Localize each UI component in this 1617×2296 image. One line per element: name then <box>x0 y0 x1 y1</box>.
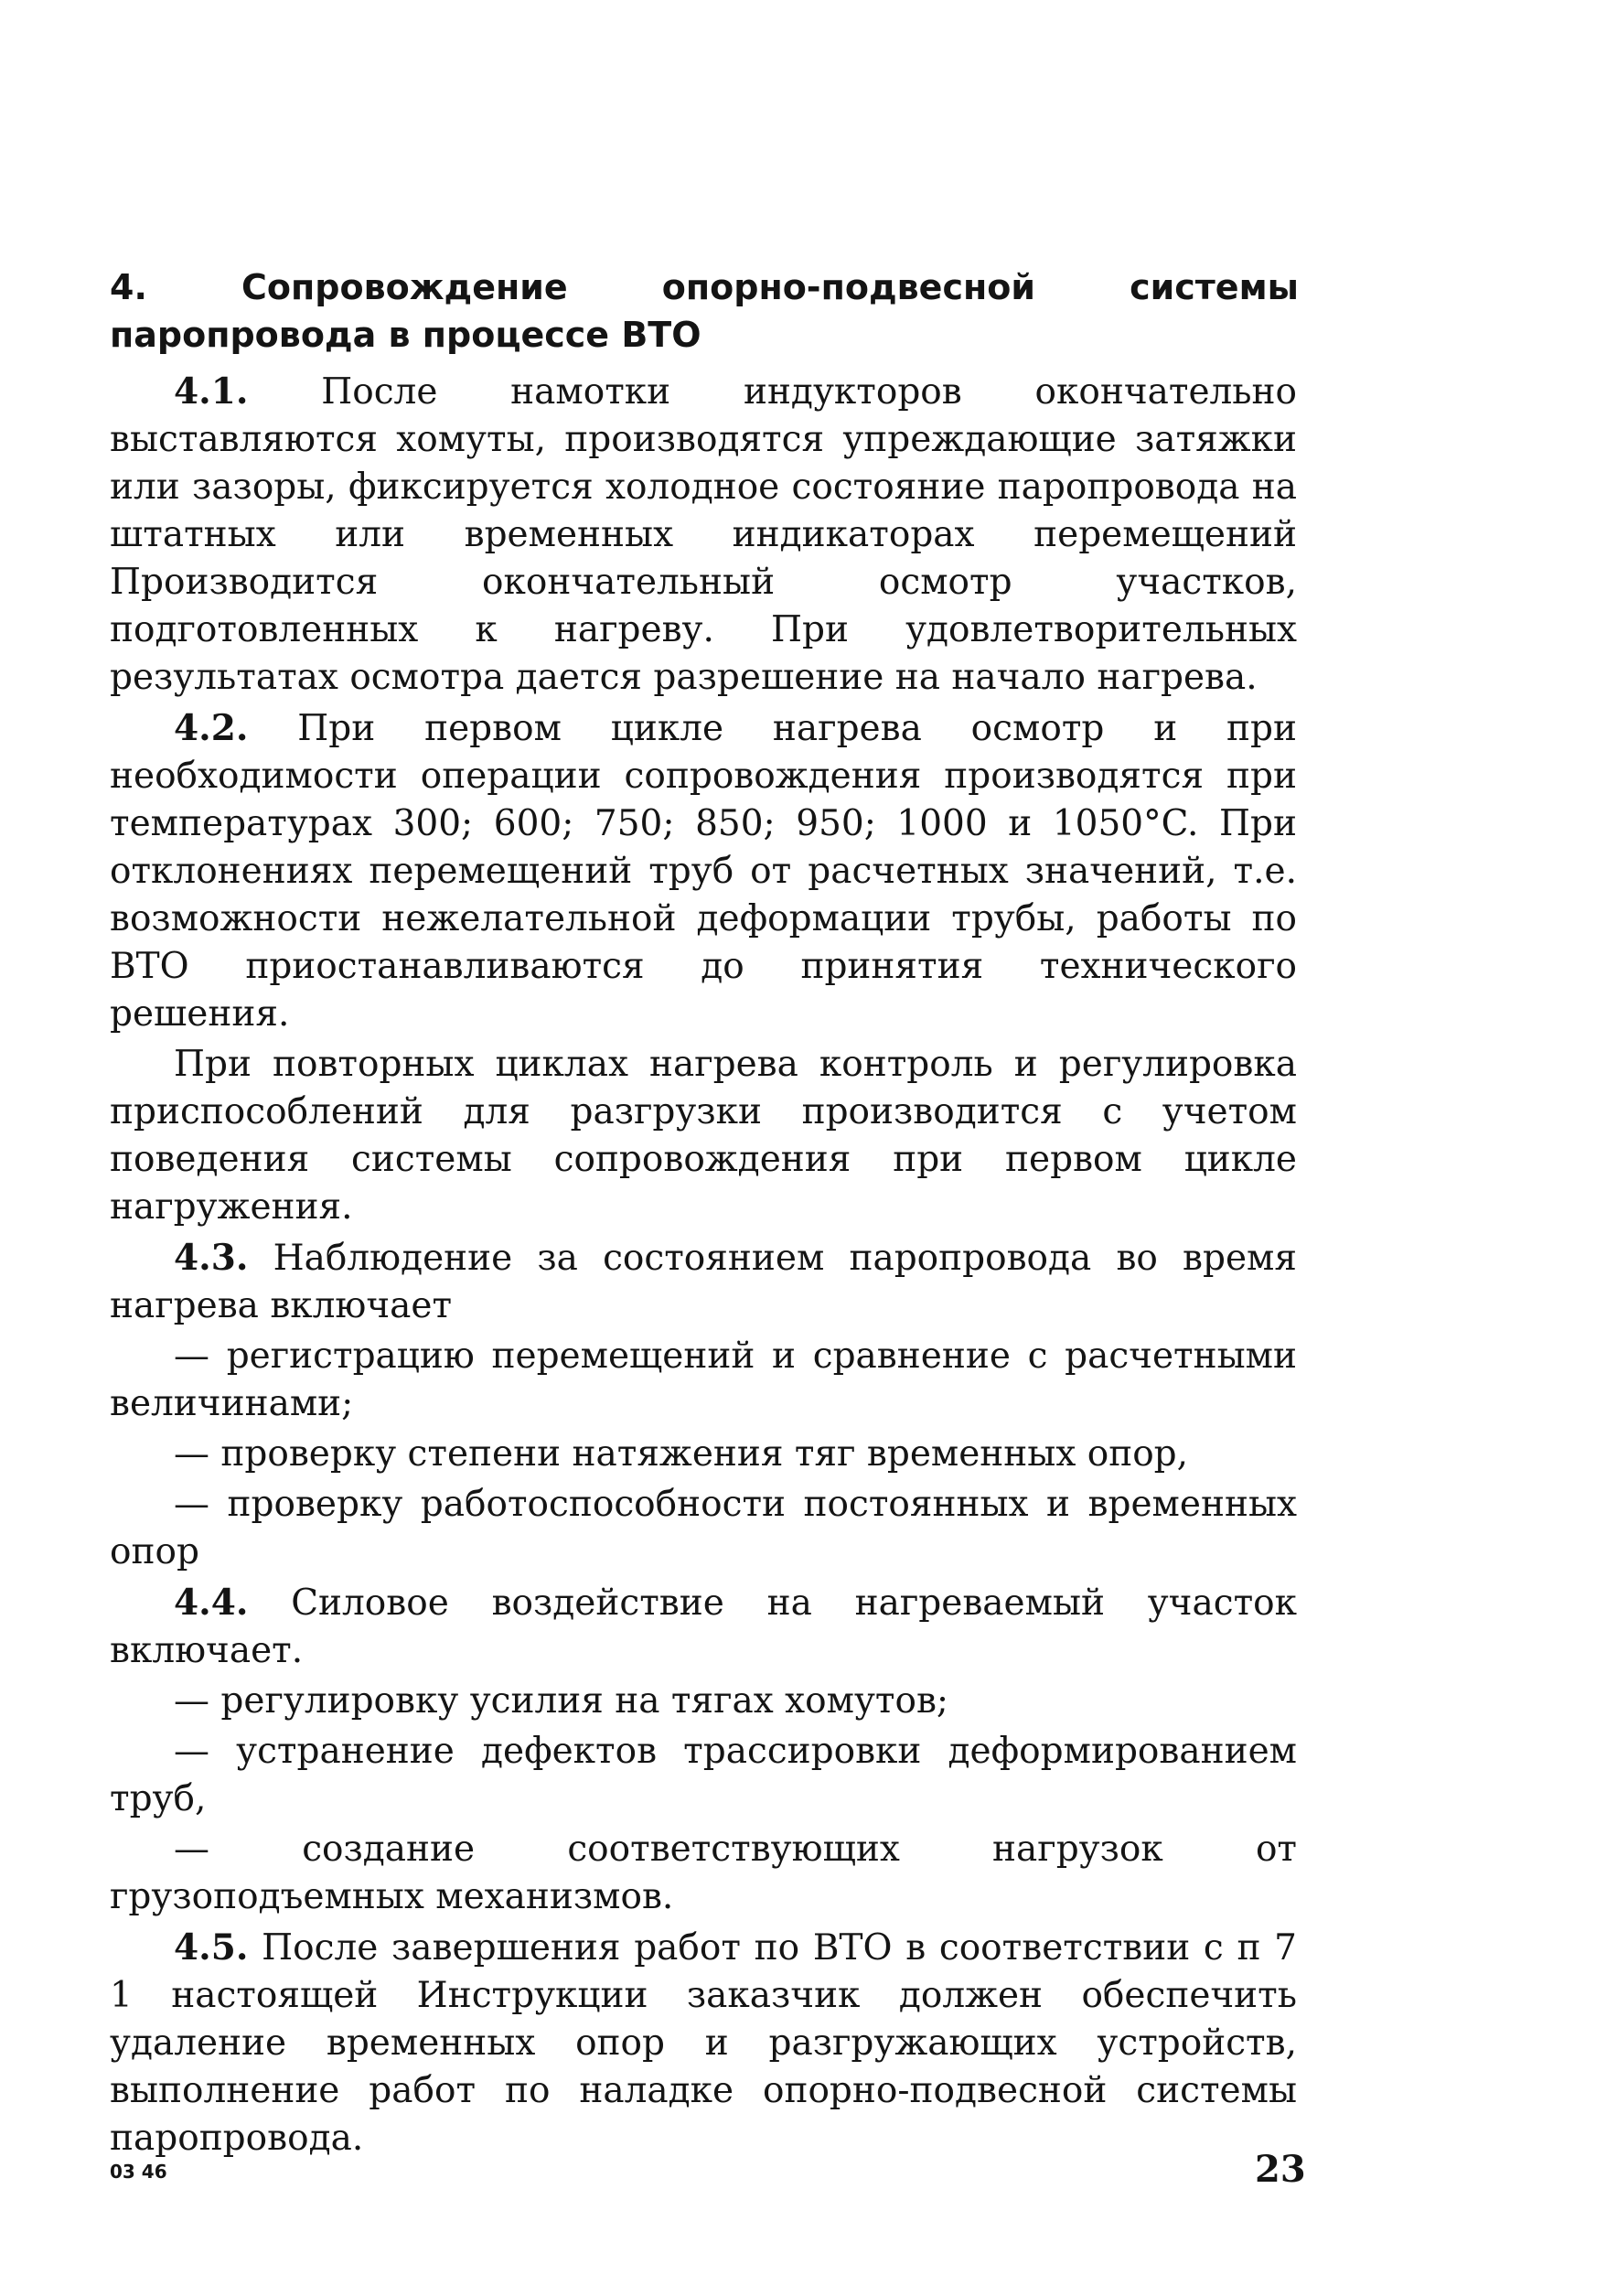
list-item-text: — проверку степени натяжения тяг временных опор, <box>174 1433 1189 1475</box>
list-item <box>110 1728 1297 1823</box>
list-item <box>110 1333 1297 1428</box>
clause-number: 4.4. <box>174 1582 249 1624</box>
paragraph-text: После завершения работ по ВТО в соответствии с п 7 1 настоящей Инструкции заказчик должен обеспечить удаление временных опор и разгружающих устройств, выполнение работ по наладке опорно-подвесной системы паропровода. <box>110 1927 1297 2159</box>
paragraph-text: При первом цикле нагрева осмотр и при необходимости операции сопровождения производятся при температурах 300; 600; 750; 850; 950; 1000 и 1050°C. При отклонениях перемещений труб от расчетных значений, т.е. возможности нежелательной деформации трубы, работы по ВТО приостанавливаются до принятия технического решения. <box>110 708 1297 1035</box>
paragraph-text: После намотки индукторов окончательно выставляются хомуты, производятся упреждающие затяжки или зазоры, фиксируется холодное состояние паропровода на штатных или временных индикаторах перемещений Производится окончательный осмотр участков, подготовленных к нагреву. При удовлетворительных результатах осмотра дается разрешение на начало нагрева. <box>110 371 1297 698</box>
list-item-text: — проверку работоспособности постоянных и временных опор <box>110 1484 1297 1572</box>
list-item-text: — создание соответствующих нагрузок от грузоподъемных механизмов. <box>110 1829 1297 1917</box>
list-item-text: — устранение дефектов трассировки деформированием труб, <box>110 1731 1297 1819</box>
paragraph-4-3 <box>110 1234 1297 1330</box>
paragraph-4-5 <box>110 1924 1297 2162</box>
list-item <box>110 1678 1297 1725</box>
list-item <box>110 1431 1297 1478</box>
clause-number: 4.5. <box>174 1926 249 1969</box>
paragraph-text: При повторных циклах нагрева контроль и регулировка приспособлений для разгрузки производится с учетом поведения системы сопровождения при первом цикле нагружения. <box>110 1044 1297 1228</box>
section-heading: 4. Сопровождение опорно-подвесной системы паропровода в процессе ВТО <box>110 267 1299 355</box>
list-item-text: — регистрацию перемещений и сравнение с расчетными величинами; <box>110 1336 1297 1424</box>
list-item-text: — регулировку усилия на тягах хомутов; <box>174 1680 949 1722</box>
paragraph-text: Наблюдение за состоянием паропровода во время нагрева включает <box>110 1238 1297 1326</box>
paragraph-4-4 <box>110 1579 1297 1675</box>
clause-number: 4.1. <box>174 370 249 413</box>
paragraph-repeated-cycles <box>110 1041 1297 1231</box>
paragraph-text: Силовое воздействие на нагреваемый участок включает. <box>110 1583 1297 1671</box>
paragraph-4-1 <box>110 368 1297 702</box>
list-item <box>110 1481 1297 1576</box>
page-number: 23 <box>1255 2148 1306 2191</box>
section-body <box>110 368 1297 2165</box>
list-item <box>110 1826 1297 1921</box>
clause-number: 4.2. <box>174 707 249 749</box>
paragraph-4-2 <box>110 704 1297 1038</box>
clause-number: 4.3. <box>174 1237 249 1279</box>
print-code: 03 46 <box>110 2161 167 2183</box>
